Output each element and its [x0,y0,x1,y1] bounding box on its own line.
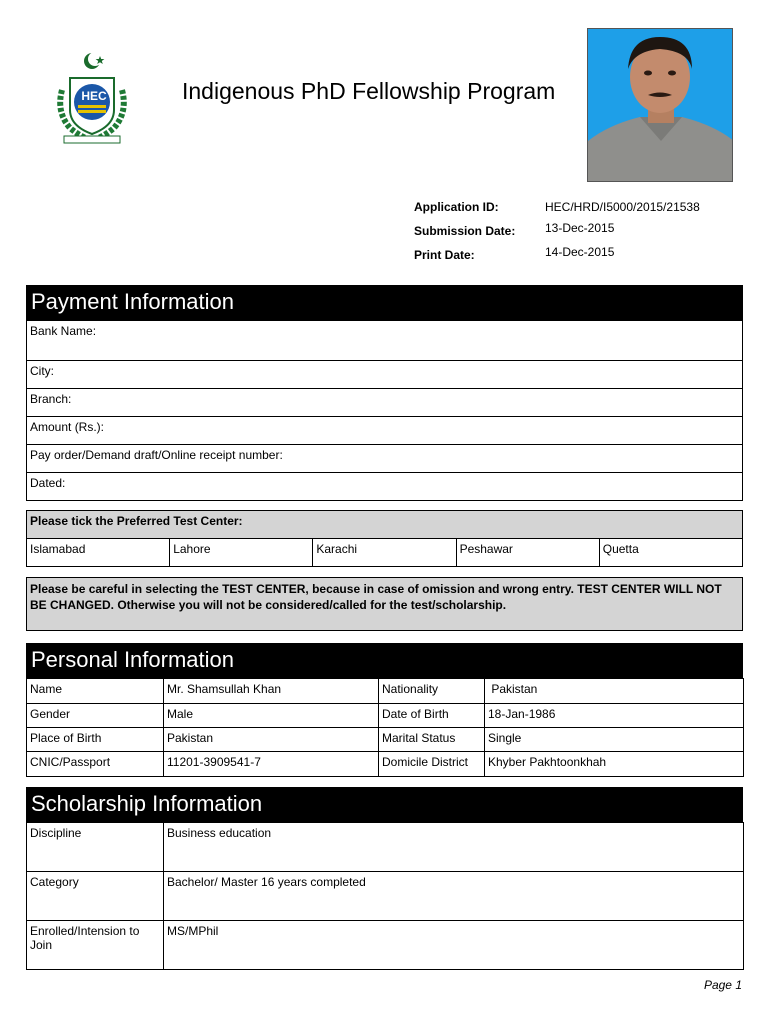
payment-heading: Payment Information [26,285,743,320]
page-number: Page 1 [703,978,742,992]
category-label: Category [27,872,164,921]
dob-label: Date of Birth [379,704,485,728]
scholarship-heading: Scholarship Information [26,787,743,822]
discipline-value: Business education [164,823,744,872]
marital-status-value: Single [485,728,744,752]
application-id-label: Application ID: [414,200,499,214]
application-id-value: HEC/HRD/I5000/2015/21538 [545,200,700,214]
name-value: Mr. Shamsullah Khan [164,679,379,704]
print-date-value: 14-Dec-2015 [545,245,615,259]
branch-field: Branch: [27,389,743,417]
city-field: City: [27,361,743,389]
enrolled-label: Enrolled/Intension to Join [27,921,164,970]
marital-status-label: Marital Status [379,728,485,752]
amount-field: Amount (Rs.): [27,417,743,445]
gender-value: Male [164,704,379,728]
place-of-birth-label: Place of Birth [27,728,164,752]
domicile-value: Khyber Pakhtoonkhah [485,752,744,777]
applicant-photo [587,28,733,182]
name-label: Name [27,679,164,704]
test-center-table [26,510,743,567]
nationality-value: Pakistan [485,679,744,704]
cnic-value: 11201-3909541-7 [164,752,379,777]
personal-table [26,678,744,777]
page-title: Indigenous PhD Fellowship Program [182,78,556,104]
payment-section [26,285,743,501]
gender-label: Gender [27,704,164,728]
submission-date-value: 13-Dec-2015 [545,221,615,235]
test-center-option-peshawar[interactable]: Peshawar [456,539,599,567]
cnic-label: CNIC/Passport [27,752,164,777]
place-of-birth-value: Pakistan [164,728,379,752]
discipline-label: Discipline [27,823,164,872]
logo-text: HEC [81,89,107,103]
test-center-heading: Please tick the Preferred Test Center: [27,511,743,539]
enrolled-value: MS/MPhil [164,921,744,970]
category-value: Bachelor/ Master 16 years completed [164,872,744,921]
test-center-warning: Please be careful in selecting the TEST CENTER, because in case of omission and wrong entry. TEST CENTER WILL NOT BE CHANGED. Otherwise you will not be considered/called for the test/scholarship. [26,577,743,631]
scholarship-section [26,787,743,970]
test-center-option-islamabad[interactable]: Islamabad [27,539,170,567]
test-center-option-karachi[interactable]: Karachi [313,539,456,567]
personal-section [26,643,743,777]
scholarship-table [26,822,744,970]
nationality-label: Nationality [379,679,485,704]
personal-heading: Personal Information [26,643,743,678]
print-date-label: Print Date: [414,248,475,262]
test-center-option-quetta[interactable]: Quetta [599,539,742,567]
test-center-option-lahore[interactable]: Lahore [170,539,313,567]
hec-crest-logo [48,50,136,146]
payment-table [26,320,743,501]
dob-value: 18-Jan-1986 [485,704,744,728]
domicile-label: Domicile District [379,752,485,777]
bank-name-field: Bank Name: [27,321,743,361]
receipt-number-field: Pay order/Demand draft/Online receipt number: [27,445,743,473]
submission-date-label: Submission Date: [414,224,516,238]
test-center-section [26,510,743,567]
dated-field: Dated: [27,473,743,501]
